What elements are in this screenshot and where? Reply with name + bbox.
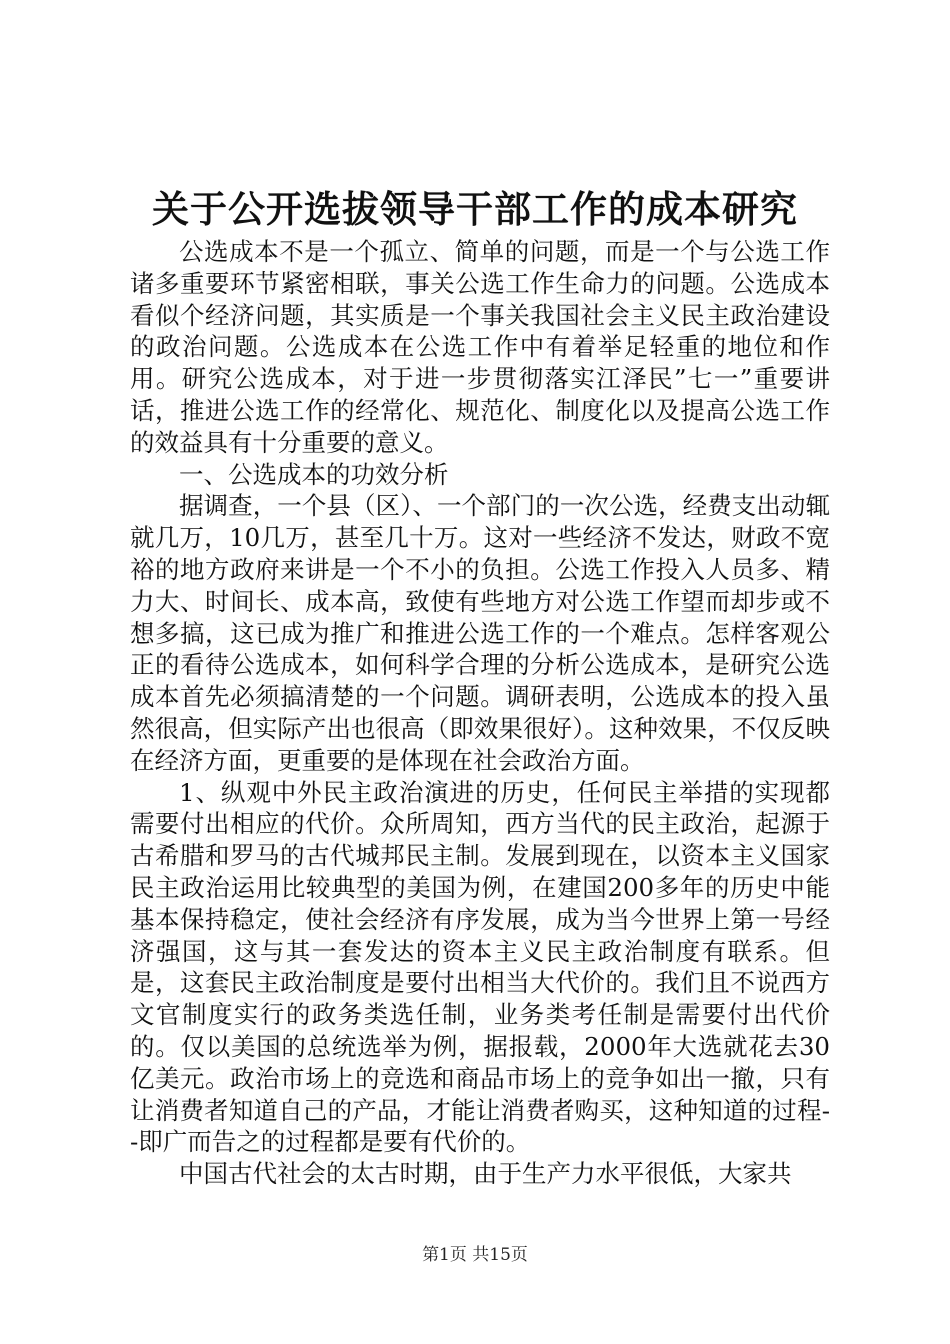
- paragraph-ancient-china: 中国古代社会的太古时期，由于生产力水平很低，大家共: [179, 1159, 792, 1189]
- document-title: 关于公开选拔领导干部工作的成本研究: [152, 188, 798, 231]
- page-number-footer: 第1页 共15页: [422, 1245, 528, 1265]
- document-body: [130, 236, 830, 1190]
- paragraph-intro: 公选成本不是一个孤立、简单的问题，而是一个与公选工作诸多重要环节紧密相联，事关公选工作生命力的问题。公选成本看似个经济问题，其实质是一个事关我国社会主义民主政治建设的政治问题。公选成本在公选工作中有着举足轻重的地位和作用。研究公选成本，对于进一步贯彻落实江泽民”七一”重要讲话，推进公选工作的经常化、规范化、制度化以及提高公选工作的效益具有十分重要的意义。: [130, 237, 830, 457]
- section-heading: 一、公选成本的功效分析: [179, 459, 449, 489]
- paragraph-survey: 据调查，一个县（区）、一个部门的一次公选，经费支出动辄就几万，10几万，甚至几十万。这对一些经济不发达，财政不宽裕的地方政府来讲是一个不小的负担。公选工作投入人员多、精力大、时间长、成本高，致使有些地方对公选工作望而却步或不想多搞，这已成为推广和推进公选工作的一个难点。怎样客观公正的看待公选成本，如何科学合理的分析公选成本，是研究公选成本首先必须搞清楚的一个问题。调研表明，公选成本的投入虽然很高，但实际产出也很高（即效果很好）。这种效果，不仅反映在经济方面，更重要的是体现在社会政治方面。: [130, 491, 830, 775]
- paragraph-point-1: 1、纵观中外民主政治演进的历史，任何民主举措的实现都需要付出相应的代价。众所周知，西方当代的民主政治，起源于古希腊和罗马的古代城邦民主制。发展到现在，以资本主义国家民主政治运用比较典型的美国为例，在建国200多年的历史中能基本保持稳定，使社会经济有序发展，成为当今世界上第一号经济强国，这与其一套发达的资本主义民主政治制度有联系。但是，这套民主政治制度是要付出相当大代价的。我们且不说西方文官制度实行的政务类选任制，业务类考任制是需要付出代价的。仅以美国的总统选举为例，据报载，2000年大选就花去30亿美元。政治市场上的竞选和商品市场上的竞争如出一撤，只有让消费者知道自己的产品，才能让消费者购买，这种知道的过程--即广而告之的过程都是要有代价的。: [130, 777, 830, 1157]
